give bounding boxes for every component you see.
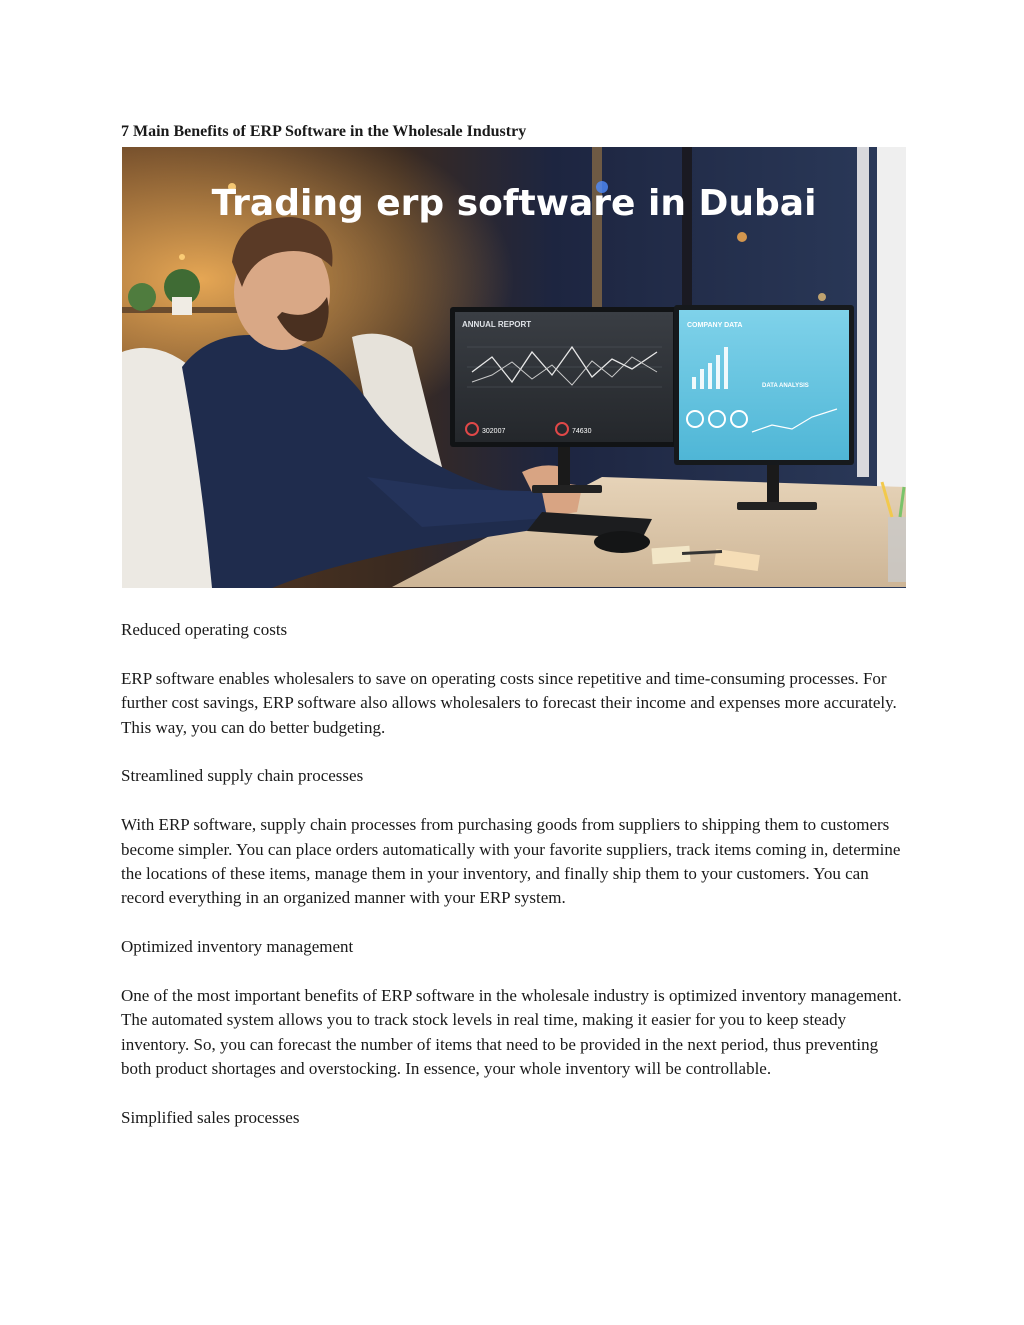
hero-image xyxy=(122,147,906,588)
document-body xyxy=(121,618,911,1155)
left-monitor-stat2: 74630 xyxy=(572,428,592,435)
document-title: 7 Main Benefits of ERP Software in the Wholesale Industry xyxy=(121,123,527,140)
section-heading-streamlined-supply-chain: Streamlined supply chain processes xyxy=(121,766,364,786)
section-body-optimized-inventory: One of the most important benefits of ERP software in the wholesale industry is optimized inventory management. The automated system allows you to track stock levels in real time, making it easier for you to keep steady inventory. So, you can forecast the number of items that need to be provided in the next period, thus preventing both product shortages and overstocking. In essence, your whole inventory will be controllable. xyxy=(121,986,902,1079)
section-heading-optimized-inventory: Optimized inventory management xyxy=(121,937,354,957)
right-monitor-header: COMPANY DATA xyxy=(687,322,743,329)
right-monitor-subheader: DATA ANALYSIS xyxy=(762,383,809,389)
section-heading-simplified-sales: Simplified sales processes xyxy=(121,1108,300,1128)
hero-overlay-text: Trading erp software in Dubai xyxy=(211,183,817,224)
section-heading-reduced-operating-costs: Reduced operating costs xyxy=(121,620,288,639)
section-body-streamlined-supply-chain: With ERP software, supply chain processes from purchasing goods from suppliers to shipping them to customers become simpler. You can place orders automatically with your favorite suppliers, track items coming in, determine the locations of these items, manage them in your inventory, and finally ship them to your customers. You can record everything in an organized manner with your ERP system. xyxy=(121,815,901,908)
left-monitor-stat1: 302007 xyxy=(482,428,506,435)
left-monitor-header: ANNUAL REPORT xyxy=(462,320,532,329)
section-body-reduced-operating-costs: ERP software enables wholesalers to save on operating costs since repetitive and time-consuming processes. For further cost savings, ERP software also allows wholesalers to forecast their income and expenses more accurately. This way, you can do better budgeting. xyxy=(121,668,897,737)
